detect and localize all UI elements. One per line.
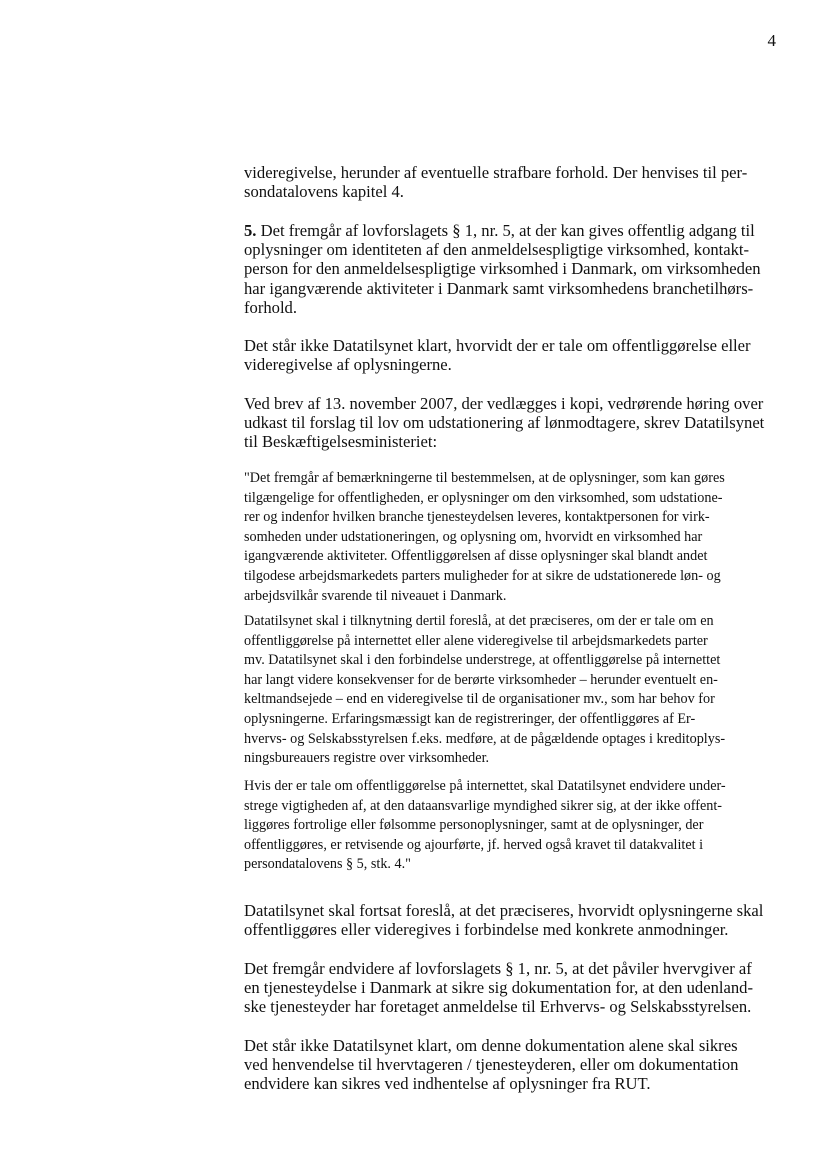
paragraph-5 [244,221,774,317]
paragraph-text: Ved brev af 13. november 2007, der vedlægges i kopi, vedrørende høring over udkast til forslag til lov om udstationering af lønmodtagere, skrev Datatilsynet til Beskæftigelsesministeriet: [244,394,765,452]
paragraph-documentation-duty [244,959,774,1017]
quote-text: Hvis der er tale om offentliggørelse på internettet, skal Datatilsynet endvidere under- strege vigtigheden af, at den dataansvarlige myndighed sikrer sig, at der ikke offent- liggøres fortrolige eller følsomme personoplysninger, samt at de oplysninger, der offentliggøres, er retvisende og ajourførte, jf. herved også kravet til datakvalitet i persondatalovens § 5, stk. 4." [244,778,726,873]
paragraph-letter-reference [244,394,774,452]
paragraph-text: Det fremgår endvidere af lovforslagets § 1, nr. 5, at det påviler hvervgiver af en tjenesteydelse i Danmark at sikre sig dokumentation for, at den udenland- ske tjenesteyder har foretaget anmeldelse til Erhvervs- og Selskabsstyrelsen. [244,959,753,1017]
paragraph-body: Det fremgår af lovforslagets § 1, nr. 5, at der kan gives offentlig adgang til oplysninger om identiteten af den anmeldelsespligtige virksomhed, kontakt- person for den anmeldelsespligtige virksomhed i Danmark, om virksomheden har igangværende aktiviteter i Danmark samt virksomhedens branchetilhørs- forhold. [244,221,761,317]
paragraph-line: videregivelse, herunder af eventuelle strafbare forhold. Der henvises til per- sondatalovens kapitel 4. [244,163,748,202]
section-number: 5. [244,221,257,240]
quote-block-1 [244,469,774,606]
paragraph-unclear-publication [244,336,774,374]
paragraph-documentation-unclear [244,1036,774,1094]
page-number: 4 [767,31,776,50]
paragraph-text: Datatilsynet skal fortsat foreslå, at det præciseres, hvorvidt oplysningerne skal offentliggøres eller videregives i forbindelse med konkrete anmodninger. [244,901,764,940]
paragraph-text [244,221,774,317]
paragraph-text: Det står ikke Datatilsynet klart, om denne dokumentation alene skal sikres ved henvendelse til hvervtageren / tjenesteyderen, eller om dokumentation endvidere kan sikres ved indhentelse af oplysninger fra RUT. [244,1036,739,1094]
paragraph-text [244,163,774,201]
paragraph-text: Det står ikke Datatilsynet klart, hvorvidt der er tale om offentliggørelse eller videregivelse af oplysningerne. [244,336,751,375]
quote-text: Datatilsynet skal i tilknytning dertil foreslå, at det præciseres, om der er tale om en offentliggørelse på internettet eller alene videregivelse til arbejdsmarkedets parter mv. Datatilsynet skal i den forbindelse understrege, at offentliggørelse på internettet har langt videre konsekvenser for de berørte virksomheder – herunder eventuelt en- keltmandsejede – end en videregivelse til de organisationer mv., som har behov for oplysningerne. Erfaringsmæssigt kan de registreringer, der offentliggøres af Er- hvervs- og Selskabsstyrelsen f.eks. medføre, at de pågældende optages i kreditoplys- ningsbureauers registre over virksomheder. [244,613,726,767]
paragraph-continuation [244,163,774,201]
quote-block-3 [244,777,774,875]
quote-block-2 [244,612,774,769]
paragraph-proposal [244,901,774,939]
quote-text: "Det fremgår af bemærkningerne til bestemmelsen, at de oplysninger, som kan gøres tilgængelige for offentligheden, er oplysninger om den virksomhed, som udstatione- rer og indenfor hvilken branche tjenesteydelsen leveres, kontaktpersonen for virk- somheden under udstationeringen, og oplysning om, hvorvidt en virksomhed har igangværende aktiviteter. Offentliggørelsen af disse oplysninger skal blandt andet tilgodese arbejdsmarkedets parters muligheder for at sikre de udstationerede løn- og arbejdsvilkår svarende til niveauet i Danmark. [244,470,725,604]
